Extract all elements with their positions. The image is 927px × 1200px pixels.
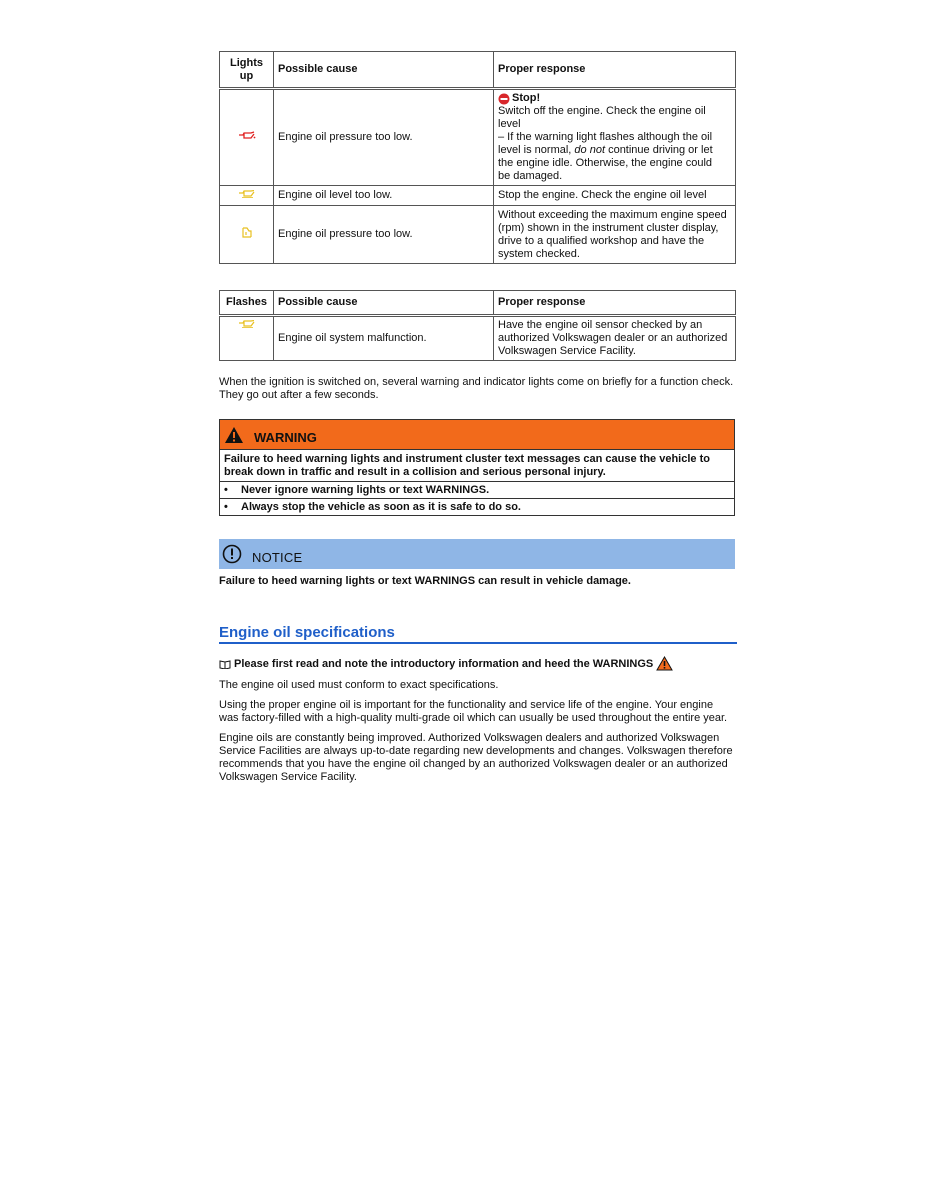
table-row xyxy=(220,316,736,361)
response-line: level is normal, xyxy=(498,144,575,156)
response-line: Switch off the engine. Check the engine oil xyxy=(498,105,706,117)
response-emphasis: do not xyxy=(574,144,606,156)
stop-icon xyxy=(498,93,510,105)
notice-label: NOTICE xyxy=(252,549,303,565)
table-row xyxy=(220,186,736,206)
column-header: Proper response xyxy=(494,52,736,89)
notice-exclamation-icon xyxy=(222,544,242,564)
column-header: Lights up xyxy=(220,52,274,89)
possible-cause: Engine oil pressure too low. xyxy=(274,206,494,264)
body-paragraph: The engine oil used must conform to exact specifications. xyxy=(219,679,499,691)
warning-label: WARNING xyxy=(254,430,317,445)
column-header: Proper response xyxy=(494,291,736,316)
stop-label: Stop! xyxy=(512,92,541,104)
oil-pressure-red-icon xyxy=(238,131,256,140)
book-icon xyxy=(219,659,231,669)
notice-box xyxy=(219,539,735,587)
body-paragraph: Engine oils are constantly being improved. Authorized Volkswagen dealers and authorized Volkswagen Service Facilities are always up-to-date regarding new developments and changes. Volkswagen therefore recommends that you have the engine oil changed by an authorized Volkswagen dealer or an authorized Volkswagen Service Facility. xyxy=(219,732,733,783)
warning-list-item xyxy=(220,481,734,498)
warning-header xyxy=(220,420,734,450)
stop-instructions xyxy=(498,105,731,183)
warning-body: Failure to heed warning lights and instrument cluster text messages can cause the vehicle to break down in traffic and result in a collision and serious personal injury. xyxy=(224,453,710,478)
possible-cause: Engine oil level too low. xyxy=(274,186,494,206)
indicator-cell xyxy=(220,89,274,186)
proper-response: Have the engine oil sensor checked by an authorized Volkswagen dealer or an authorized Volkswagen Service Facility. xyxy=(494,316,736,361)
stop-heading xyxy=(498,92,731,105)
warning-box xyxy=(219,419,735,516)
table-header-row xyxy=(220,291,736,316)
table-header-row xyxy=(220,52,736,89)
warning-list-item xyxy=(220,498,734,515)
proper-response: Without exceeding the maximum engine speed (rpm) shown in the instrument cluster display, drive to a qualified workshop and have the system checked. xyxy=(494,206,736,264)
indicator-cell xyxy=(220,206,274,264)
body-paragraph: Using the proper engine oil is important for the functionality and service life of the engine. Your engine was factory-filled with a high-quality multi-grade oil which can usually be used throughout the entire year. xyxy=(219,699,728,724)
table-row xyxy=(220,89,736,186)
response-line: the engine idle. Otherwise, the engine could xyxy=(498,157,713,169)
lights-up-table xyxy=(219,51,736,264)
response-line: be damaged. xyxy=(498,170,563,182)
notice-body: Failure to heed warning lights or text WARNINGS can result in vehicle damage. xyxy=(219,575,631,587)
indicator-cell xyxy=(220,186,274,206)
oil-level-yellow-icon xyxy=(238,320,256,328)
response-line: continue driving or let xyxy=(605,144,713,156)
table-row xyxy=(220,206,736,264)
proper-response: Stop the engine. Check the engine oil level xyxy=(494,186,736,206)
proper-response xyxy=(494,89,736,186)
section-heading: Engine oil specifications xyxy=(219,624,737,644)
flashes-table xyxy=(219,290,736,361)
response-line: level xyxy=(498,118,521,130)
possible-cause: Engine oil pressure too low. xyxy=(274,89,494,186)
bullet-icon: • xyxy=(224,484,228,496)
warning-item-text: Never ignore warning lights or text WARNINGS. xyxy=(241,484,490,496)
indicator-cell xyxy=(220,316,274,361)
bullet-icon: • xyxy=(224,501,228,513)
warning-triangle-icon xyxy=(224,426,244,444)
response-line: – If the warning light flashes although the oil xyxy=(498,131,713,143)
column-header: Flashes xyxy=(220,291,274,316)
intro-text: Please first read and note the introductory information and heed the WARNINGS xyxy=(234,657,654,670)
column-header: Possible cause xyxy=(274,52,494,89)
possible-cause: Engine oil system malfunction. xyxy=(274,316,494,361)
page-content xyxy=(219,51,735,784)
notice-header xyxy=(219,539,735,569)
warning-item-text: Always stop the vehicle as soon as it is safe to do so. xyxy=(241,501,521,513)
intro-instruction[interactable] xyxy=(219,656,735,671)
oil-level-yellow-icon xyxy=(238,190,256,198)
column-header: Possible cause xyxy=(274,291,494,316)
warning-triangle-icon xyxy=(656,656,673,671)
oil-sensor-yellow-icon xyxy=(240,227,254,239)
function-check-paragraph: When the ignition is switched on, several warning and indicator lights come on briefly for a function check. They go out after a few seconds. xyxy=(219,376,734,401)
